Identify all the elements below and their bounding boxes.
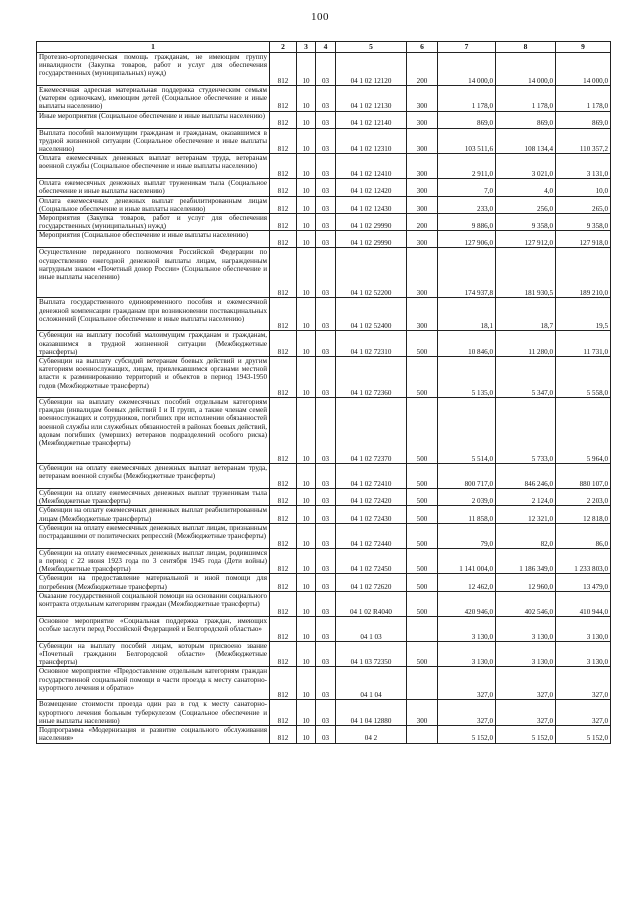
row-target-article: 04 1 02 12120: [336, 53, 407, 86]
table-row: [37, 523, 611, 548]
row-amount-col9: 1 233 803,0: [556, 548, 611, 574]
row-amount-col9: 5 152,0: [556, 726, 611, 743]
row-target-article: 04 1 02 72440: [336, 523, 407, 548]
row-amount-col8: 4,0: [496, 179, 556, 196]
row-subsection-code: 03: [316, 726, 336, 743]
row-description: Подпрограмма «Модернизация и развитие социального обслуживания населения»: [37, 726, 270, 743]
row-section-code: 10: [297, 331, 316, 357]
row-amount-col7: 127 906,0: [438, 231, 496, 248]
row-amount-col9: 13 479,0: [556, 574, 611, 591]
row-amount-col9: 9 358,0: [556, 214, 611, 231]
row-amount-col8: 3 130,0: [496, 616, 556, 641]
row-amount-col9: 86,0: [556, 523, 611, 548]
table-row: [37, 179, 611, 196]
row-description: Выплата государственного единовременного пособия и ежемесячной денежной компенсации гражданам при возникновении поствакцинальных осложнений (Социальное обеспечение и иные выплаты населению): [37, 298, 270, 331]
table-row: [37, 667, 611, 700]
row-amount-col7: 233,0: [438, 196, 496, 213]
row-target-article: 04 1 02 12130: [336, 86, 407, 112]
row-amount-col8: 846 246,0: [496, 464, 556, 489]
row-section-code: 10: [297, 179, 316, 196]
row-target-article: 04 2: [336, 726, 407, 743]
row-description: Протезно-ортопедическая помощь гражданам, не имеющим группу инвалидности (Закупка товаров, работ и услуг для обеспечения государственных (муниципальных) нужд): [37, 53, 270, 86]
row-description: Основное мероприятие «Социальная поддержка граждан, имеющих особые заслуги перед Российской Федерацией и Белгородской областью»: [37, 616, 270, 641]
row-description: Оказание государственной социальной помощи на основании социального контракта отдельным категориям граждан (Межбюджетные трансферты): [37, 591, 270, 616]
row-subsection-code: 03: [316, 331, 336, 357]
row-target-article: 04 1 02 72430: [336, 506, 407, 523]
row-description: Иные мероприятия (Социальное обеспечение и иные выплаты населению): [37, 111, 270, 128]
row-amount-col8: 5 152,0: [496, 726, 556, 743]
row-section-code: 10: [297, 464, 316, 489]
row-description: Субвенции на выплату субсидий ветеранам боевых действий и другим категориям военнослужащих, лицам, привлекавшимся органами местной власти к разминированию территорий и объектов в период 1943-1950 годов (Межбюджетные трансферты): [37, 357, 270, 398]
row-amount-col7: 5 514,0: [438, 398, 496, 464]
row-amount-col7: 79,0: [438, 523, 496, 548]
row-amount-col7: 327,0: [438, 700, 496, 726]
row-section-code: 10: [297, 667, 316, 700]
table-row: [37, 86, 611, 112]
header-cell: 5: [336, 42, 407, 53]
row-amount-col9: 327,0: [556, 667, 611, 700]
row-section-code: 10: [297, 357, 316, 398]
row-amount-col9: 2 203,0: [556, 489, 611, 506]
header-cell: 3: [297, 42, 316, 53]
table-row: [37, 591, 611, 616]
table-row: [37, 700, 611, 726]
row-target-article: 04 1 02 12140: [336, 111, 407, 128]
row-ministry-code: 812: [270, 641, 297, 667]
row-subsection-code: 03: [316, 667, 336, 700]
table-row: [37, 53, 611, 86]
table-header-row: [37, 42, 611, 53]
row-expense-type: 500: [407, 506, 438, 523]
row-ministry-code: 812: [270, 214, 297, 231]
row-ministry-code: 812: [270, 331, 297, 357]
row-target-article: 04 1 02 72360: [336, 357, 407, 398]
row-target-article: 04 1 04: [336, 667, 407, 700]
row-amount-col7: 14 000,0: [438, 53, 496, 86]
table-row: [37, 298, 611, 331]
row-amount-col8: 18,7: [496, 298, 556, 331]
row-subsection-code: 03: [316, 700, 336, 726]
row-description: Выплата пособий малоимущим гражданам и гражданам, оказавшимся в трудной жизненной ситуации (Социальное обеспечение и иные выплаты населению): [37, 128, 270, 154]
row-subsection-code: 03: [316, 616, 336, 641]
row-subsection-code: 03: [316, 196, 336, 213]
row-amount-col7: 1 141 004,0: [438, 548, 496, 574]
table-row: [37, 214, 611, 231]
row-amount-col7: 2 039,0: [438, 489, 496, 506]
row-description: Осуществление переданного полномочия Российской Федерации по осуществлению ежегодной денежной выплаты лицам, награжденным нагрудным знаком «Почетный донор России» (Социальное обеспечение и иные выплаты населению): [37, 248, 270, 298]
row-section-code: 10: [297, 196, 316, 213]
row-amount-col7: 11 858,0: [438, 506, 496, 523]
row-subsection-code: 03: [316, 231, 336, 248]
row-ministry-code: 812: [270, 298, 297, 331]
row-subsection-code: 03: [316, 248, 336, 298]
table-row: [37, 641, 611, 667]
row-ministry-code: 812: [270, 506, 297, 523]
row-subsection-code: 03: [316, 591, 336, 616]
row-subsection-code: 03: [316, 574, 336, 591]
row-section-code: 10: [297, 111, 316, 128]
row-subsection-code: 03: [316, 179, 336, 196]
row-subsection-code: 03: [316, 214, 336, 231]
row-section-code: 10: [297, 591, 316, 616]
header-cell: 9: [556, 42, 611, 53]
row-amount-col9: 5 558,0: [556, 357, 611, 398]
row-description: Субвенции на выплату ежемесячных пособий отдельным категориям граждан (инвалидам боевых действий I и II групп, а также членам семей военнослужащих и сотрудников, погибших при исполнении обязанностей военной службы или служебных обязанностей в районах боевых действий, вдовам погибших (умерших) ветеранов подразделений особого риска) (Межбюджетные трансферты): [37, 398, 270, 464]
row-subsection-code: 03: [316, 128, 336, 154]
row-amount-col7: 869,0: [438, 111, 496, 128]
table-row: [37, 548, 611, 574]
table-row: [37, 489, 611, 506]
row-expense-type: [407, 616, 438, 641]
row-ministry-code: 812: [270, 591, 297, 616]
header-cell: 4: [316, 42, 336, 53]
row-section-code: 10: [297, 214, 316, 231]
row-section-code: 10: [297, 248, 316, 298]
row-description: Основное мероприятие «Предоставление отдельным категориям граждан государственной социальной помощи в части проезда к месту санаторно-курортного лечения и обратно»: [37, 667, 270, 700]
row-amount-col8: 256,0: [496, 196, 556, 213]
row-ministry-code: 812: [270, 357, 297, 398]
row-section-code: 10: [297, 86, 316, 112]
row-amount-col8: 3 130,0: [496, 641, 556, 667]
row-amount-col9: 880 107,0: [556, 464, 611, 489]
row-ministry-code: 812: [270, 128, 297, 154]
row-target-article: 04 1 02 29990: [336, 231, 407, 248]
row-target-article: 04 1 02 R4040: [336, 591, 407, 616]
row-subsection-code: 03: [316, 523, 336, 548]
row-amount-col9: 127 918,0: [556, 231, 611, 248]
table-row: [37, 231, 611, 248]
row-ministry-code: 812: [270, 574, 297, 591]
row-amount-col9: 3 131,0: [556, 154, 611, 179]
row-ministry-code: 812: [270, 548, 297, 574]
row-amount-col7: 174 937,8: [438, 248, 496, 298]
row-expense-type: 500: [407, 331, 438, 357]
row-amount-col7: 9 886,0: [438, 214, 496, 231]
row-amount-col8: 127 912,0: [496, 231, 556, 248]
row-amount-col8: 12 960,0: [496, 574, 556, 591]
table-row: [37, 506, 611, 523]
row-amount-col7: 103 511,6: [438, 128, 496, 154]
table-row: [37, 111, 611, 128]
row-expense-type: 300: [407, 154, 438, 179]
row-target-article: 04 1 02 12310: [336, 128, 407, 154]
row-description: Возмещение стоимости проезда один раз в год к месту санаторно-курортного лечения больным туберкулезом (Социальное обеспечение и иные выплаты населению): [37, 700, 270, 726]
row-expense-type: 500: [407, 357, 438, 398]
row-description: Субвенции на оплату ежемесячных денежных выплат реабилитированным лицам (Межбюджетные трансферты): [37, 506, 270, 523]
row-subsection-code: 03: [316, 398, 336, 464]
table-row: [37, 616, 611, 641]
row-subsection-code: 03: [316, 53, 336, 86]
row-section-code: 10: [297, 154, 316, 179]
row-amount-col8: 1 178,0: [496, 86, 556, 112]
row-target-article: 04 1 04 12880: [336, 700, 407, 726]
row-subsection-code: 03: [316, 548, 336, 574]
row-amount-col9: 3 130,0: [556, 616, 611, 641]
table-row: [37, 248, 611, 298]
row-amount-col7: 3 130,0: [438, 616, 496, 641]
row-ministry-code: 812: [270, 196, 297, 213]
row-description: Субвенции на оплату ежемесячных денежных выплат лицам, родившимся в период с 22 июня 1923 года по 3 сентября 1945 года (Дети войны) (Межбюджетные трансферты): [37, 548, 270, 574]
row-ministry-code: 812: [270, 53, 297, 86]
row-amount-col8: 402 546,0: [496, 591, 556, 616]
row-amount-col8: 14 000,0: [496, 53, 556, 86]
row-expense-type: 300: [407, 111, 438, 128]
row-subsection-code: 03: [316, 154, 336, 179]
table-row: [37, 726, 611, 743]
table-row: [37, 331, 611, 357]
row-amount-col8: 5 733,0: [496, 398, 556, 464]
row-section-code: 10: [297, 574, 316, 591]
row-amount-col9: 410 944,0: [556, 591, 611, 616]
row-target-article: 04 1 02 52400: [336, 298, 407, 331]
row-amount-col8: 327,0: [496, 700, 556, 726]
row-amount-col9: 327,0: [556, 700, 611, 726]
table-row: [37, 154, 611, 179]
page-number: 100: [311, 11, 329, 23]
row-expense-type: 300: [407, 86, 438, 112]
row-amount-col9: 14 000,0: [556, 53, 611, 86]
row-expense-type: 300: [407, 196, 438, 213]
table-row: [37, 464, 611, 489]
budget-table: [36, 41, 611, 744]
row-amount-col7: 2 911,0: [438, 154, 496, 179]
row-expense-type: 500: [407, 548, 438, 574]
row-expense-type: 500: [407, 641, 438, 667]
row-ministry-code: 812: [270, 489, 297, 506]
row-target-article: 04 1 02 72420: [336, 489, 407, 506]
row-subsection-code: 03: [316, 464, 336, 489]
row-ministry-code: 812: [270, 726, 297, 743]
row-target-article: 04 1 02 72370: [336, 398, 407, 464]
row-expense-type: 500: [407, 398, 438, 464]
row-subsection-code: 03: [316, 489, 336, 506]
row-ministry-code: 812: [270, 154, 297, 179]
row-amount-col7: 1 178,0: [438, 86, 496, 112]
row-amount-col9: 5 964,0: [556, 398, 611, 464]
row-subsection-code: 03: [316, 641, 336, 667]
row-section-code: 10: [297, 726, 316, 743]
row-target-article: 04 1 02 72310: [336, 331, 407, 357]
row-section-code: 10: [297, 298, 316, 331]
row-section-code: 10: [297, 506, 316, 523]
row-section-code: 10: [297, 489, 316, 506]
row-amount-col9: 265,0: [556, 196, 611, 213]
row-subsection-code: 03: [316, 86, 336, 112]
header-cell: 6: [407, 42, 438, 53]
row-expense-type: 300: [407, 248, 438, 298]
row-amount-col9: 189 210,0: [556, 248, 611, 298]
row-amount-col9: 1 178,0: [556, 86, 611, 112]
row-amount-col7: 18,1: [438, 298, 496, 331]
table-row: [37, 574, 611, 591]
header-cell: 2: [270, 42, 297, 53]
row-expense-type: 300: [407, 700, 438, 726]
row-expense-type: 200: [407, 53, 438, 86]
row-expense-type: 200: [407, 214, 438, 231]
row-amount-col9: 869,0: [556, 111, 611, 128]
row-amount-col7: 10 846,0: [438, 331, 496, 357]
row-section-code: 10: [297, 641, 316, 667]
row-section-code: 10: [297, 523, 316, 548]
row-subsection-code: 03: [316, 357, 336, 398]
row-ministry-code: 812: [270, 700, 297, 726]
row-amount-col8: 3 021,0: [496, 154, 556, 179]
row-ministry-code: 812: [270, 616, 297, 641]
row-amount-col8: 9 358,0: [496, 214, 556, 231]
row-ministry-code: 812: [270, 667, 297, 700]
row-expense-type: 300: [407, 298, 438, 331]
row-amount-col8: 82,0: [496, 523, 556, 548]
row-target-article: 04 1 02 52200: [336, 248, 407, 298]
row-description: Ежемесячная адресная материальная поддержка студенческим семьям (матерям одиночкам), имеющим детей (Социальное обеспечение и иные выплаты населению): [37, 86, 270, 112]
row-description: Субвенции на выплату пособий малоимущим гражданам и гражданам, оказавшимся в трудной жизненной ситуации (Межбюджетные трансферты): [37, 331, 270, 357]
row-description: Субвенции на оплату ежемесячных денежных выплат труженикам тыла (Межбюджетные трансферты): [37, 489, 270, 506]
row-amount-col9: 12 818,0: [556, 506, 611, 523]
row-subsection-code: 03: [316, 111, 336, 128]
row-amount-col7: 7,0: [438, 179, 496, 196]
row-section-code: 10: [297, 398, 316, 464]
row-expense-type: [407, 726, 438, 743]
row-description: Субвенции на выплату пособий лицам, которым присвоено звание «Почетный гражданин Белгородской области» (Межбюджетные трансферты): [37, 641, 270, 667]
table-row: [37, 398, 611, 464]
row-section-code: 10: [297, 700, 316, 726]
row-amount-col7: 5 152,0: [438, 726, 496, 743]
row-amount-col8: 5 347,0: [496, 357, 556, 398]
row-section-code: 10: [297, 53, 316, 86]
row-amount-col8: 108 134,4: [496, 128, 556, 154]
row-amount-col8: 1 186 349,0: [496, 548, 556, 574]
row-amount-col9: 19,5: [556, 298, 611, 331]
row-ministry-code: 812: [270, 248, 297, 298]
row-expense-type: 300: [407, 231, 438, 248]
row-ministry-code: 812: [270, 464, 297, 489]
row-ministry-code: 812: [270, 231, 297, 248]
row-amount-col8: 11 280,0: [496, 331, 556, 357]
row-expense-type: [407, 667, 438, 700]
row-amount-col9: 10,0: [556, 179, 611, 196]
table-row: [37, 357, 611, 398]
row-amount-col9: 11 731,0: [556, 331, 611, 357]
row-description: Субвенции на предоставление материальной и иной помощи для погребения (Межбюджетные трансферты): [37, 574, 270, 591]
table-row: [37, 196, 611, 213]
row-amount-col7: 3 130,0: [438, 641, 496, 667]
row-amount-col7: 327,0: [438, 667, 496, 700]
row-description: Мероприятия (Социальное обеспечение и иные выплаты населению): [37, 231, 270, 248]
header-cell: 8: [496, 42, 556, 53]
row-section-code: 10: [297, 548, 316, 574]
row-amount-col8: 2 124,0: [496, 489, 556, 506]
row-ministry-code: 812: [270, 398, 297, 464]
row-amount-col7: 5 135,0: [438, 357, 496, 398]
row-ministry-code: 812: [270, 86, 297, 112]
row-target-article: 04 1 02 12420: [336, 179, 407, 196]
row-amount-col8: 12 321,0: [496, 506, 556, 523]
table-row: [37, 128, 611, 154]
row-section-code: 10: [297, 231, 316, 248]
row-expense-type: 500: [407, 574, 438, 591]
row-ministry-code: 812: [270, 111, 297, 128]
row-target-article: 04 1 02 72620: [336, 574, 407, 591]
row-amount-col8: 327,0: [496, 667, 556, 700]
row-subsection-code: 03: [316, 506, 336, 523]
header-cell: 7: [438, 42, 496, 53]
row-target-article: 04 1 02 29990: [336, 214, 407, 231]
row-section-code: 10: [297, 128, 316, 154]
row-description: Оплата ежемесячных денежных выплат труженикам тыла (Социальное обеспечение и иные выплаты населению): [37, 179, 270, 196]
row-expense-type: 500: [407, 591, 438, 616]
row-amount-col8: 869,0: [496, 111, 556, 128]
row-target-article: 04 1 02 72410: [336, 464, 407, 489]
row-target-article: 04 1 02 72450: [336, 548, 407, 574]
row-target-article: 04 1 03: [336, 616, 407, 641]
row-description: Субвенции на оплату ежемесячных денежных выплат ветеранам труда, ветеранам военной службы (Межбюджетные трансферты): [37, 464, 270, 489]
row-amount-col9: 110 357,2: [556, 128, 611, 154]
row-target-article: 04 1 02 12410: [336, 154, 407, 179]
row-target-article: 04 1 02 12430: [336, 196, 407, 213]
row-expense-type: 500: [407, 523, 438, 548]
row-amount-col7: 800 717,0: [438, 464, 496, 489]
row-description: Оплата ежемесячных денежных выплат ветеранам труда, ветеранам военной службы (Социальное обеспечение и иные выплаты населению): [37, 154, 270, 179]
row-amount-col8: 181 930,5: [496, 248, 556, 298]
row-expense-type: 300: [407, 179, 438, 196]
row-description: Субвенции на оплату ежемесячных денежных выплат лицам, признанным пострадавшими от политических репрессий (Межбюджетные трансферты): [37, 523, 270, 548]
row-ministry-code: 812: [270, 523, 297, 548]
row-description: Оплата ежемесячных денежных выплат реабилитированным лицам (Социальное обеспечение и иные выплаты населению): [37, 196, 270, 213]
row-expense-type: 300: [407, 128, 438, 154]
row-ministry-code: 812: [270, 179, 297, 196]
row-expense-type: 500: [407, 464, 438, 489]
row-description: Мероприятия (Закупка товаров, работ и услуг для обеспечения государственных (муниципальных) нужд): [37, 214, 270, 231]
row-section-code: 10: [297, 616, 316, 641]
header-cell: 1: [37, 42, 270, 53]
row-target-article: 04 1 03 72350: [336, 641, 407, 667]
row-amount-col7: 12 462,0: [438, 574, 496, 591]
row-expense-type: 500: [407, 489, 438, 506]
row-subsection-code: 03: [316, 298, 336, 331]
row-amount-col9: 3 130,0: [556, 641, 611, 667]
row-amount-col7: 420 946,0: [438, 591, 496, 616]
